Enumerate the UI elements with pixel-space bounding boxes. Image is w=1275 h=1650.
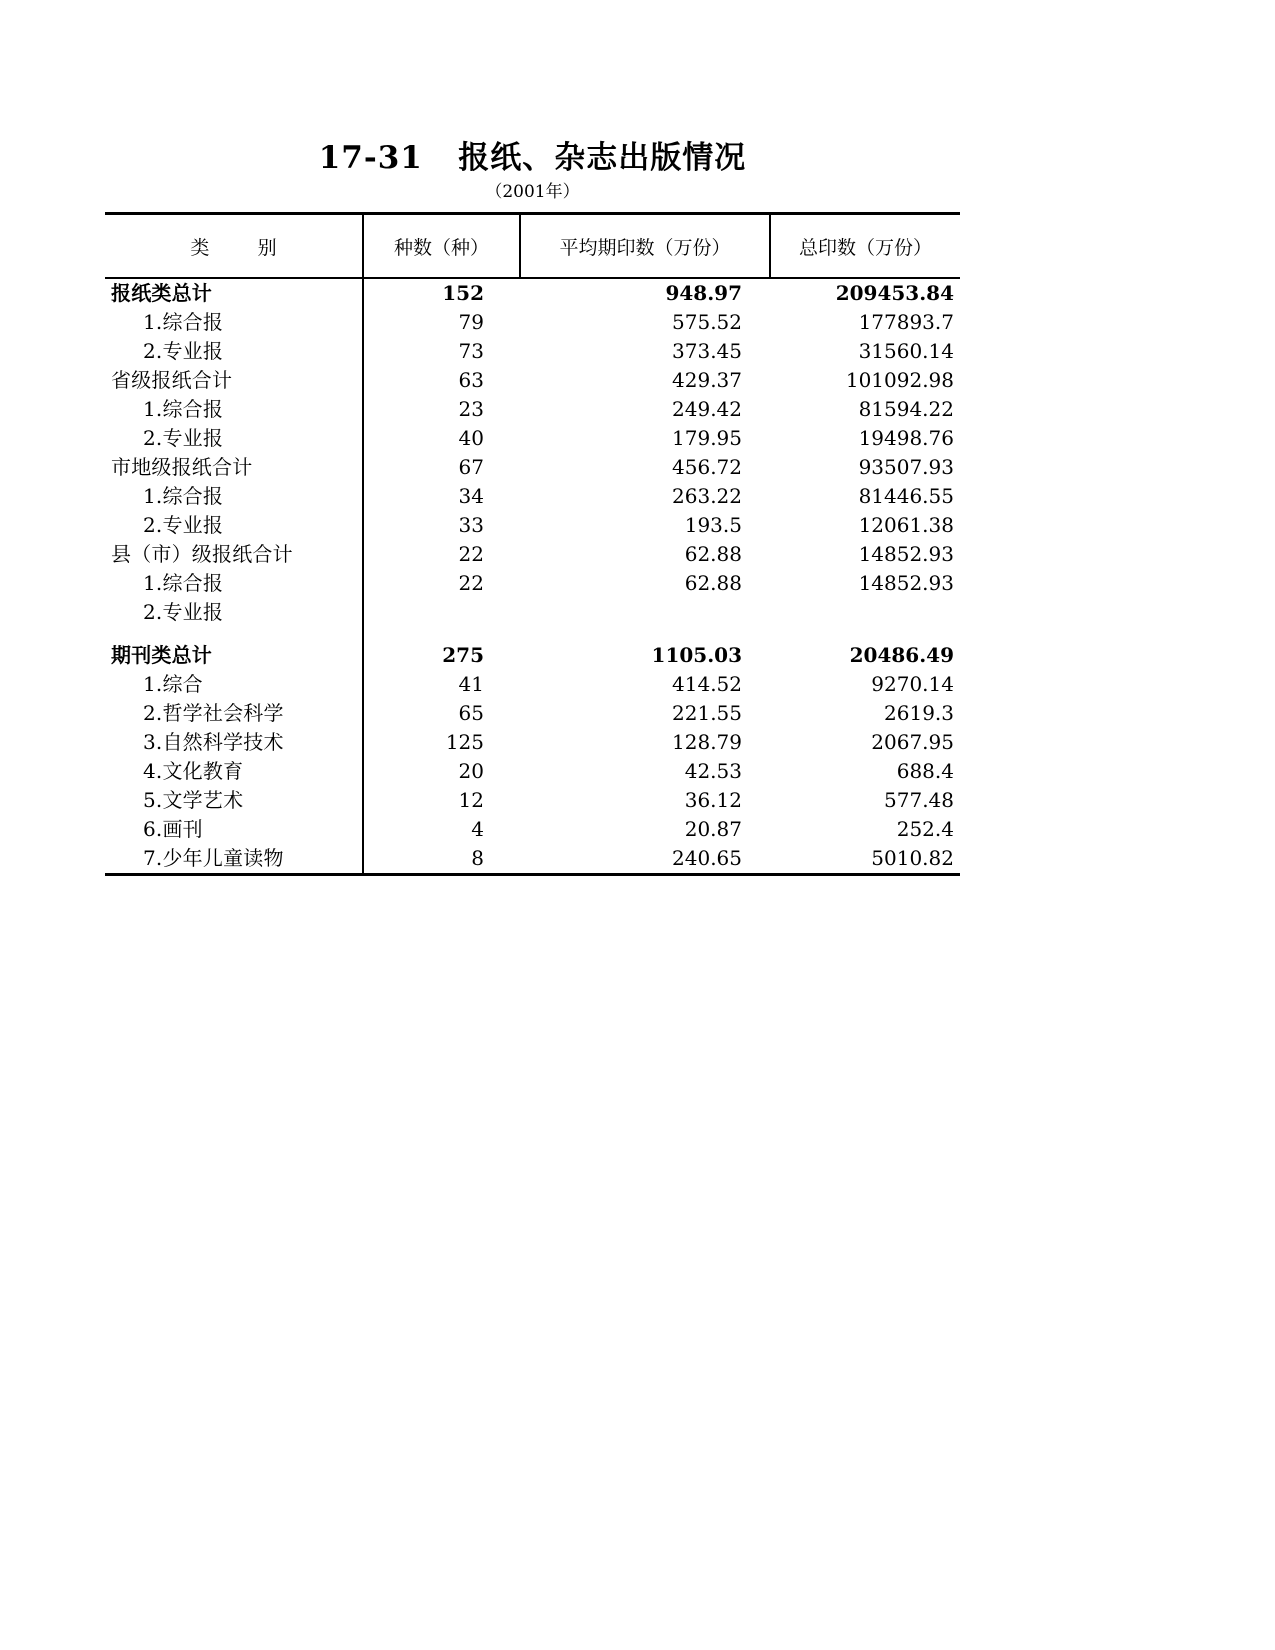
row-value-avg-print: 62.88 [684, 571, 742, 595]
table-row [105, 424, 960, 453]
row-value-total-print: 81446.55 [858, 484, 954, 508]
row-value-kinds: 8 [363, 844, 520, 873]
table-row [105, 395, 960, 424]
row-value-kinds: 22 [363, 540, 520, 569]
row-value-kinds [363, 598, 520, 627]
spacer-cell [770, 627, 960, 641]
table-row [105, 540, 960, 569]
column-header-category: 类 别 [105, 214, 363, 279]
row-category-label: 2.专业报 [143, 600, 224, 624]
row-value-total-print: 12061.38 [858, 513, 954, 537]
title-block [105, 138, 960, 204]
row-value-total-print: 209453.84 [835, 281, 954, 305]
row-value-kinds: 63 [363, 366, 520, 395]
row-category-label: 县（市）级报纸合计 [111, 542, 293, 566]
table-row-spacer [105, 627, 960, 641]
row-value-total-print: 14852.93 [858, 542, 954, 566]
row-value-total-print: 252.4 [896, 817, 954, 841]
table-row [105, 482, 960, 511]
row-category-label: 报纸类总计 [111, 281, 212, 305]
table-row [105, 569, 960, 598]
row-value-total-print: 20486.49 [849, 643, 954, 667]
row-value-total-print: 2619.3 [884, 701, 954, 725]
row-value-kinds: 67 [363, 453, 520, 482]
row-value-avg-print: 240.65 [672, 846, 742, 870]
row-category-label: 4.文化教育 [143, 759, 244, 783]
row-value-total-print: 93507.93 [858, 455, 954, 479]
table-bottom-rule [105, 873, 960, 876]
header-row [105, 214, 960, 279]
table-row [105, 641, 960, 670]
table-row [105, 598, 960, 627]
column-header-avg-print: 平均期印数（万份） [520, 214, 770, 279]
table-row [105, 308, 960, 337]
row-value-kinds: 12 [363, 786, 520, 815]
row-value-avg-print: 42.53 [684, 759, 742, 783]
row-value-kinds: 125 [363, 728, 520, 757]
column-header-total-print: 总印数（万份） [770, 214, 960, 279]
row-value-avg-print: 429.37 [672, 368, 742, 392]
row-value-total-print: 177893.7 [858, 310, 954, 334]
row-value-avg-print [520, 598, 770, 627]
row-value-kinds: 33 [363, 511, 520, 540]
row-value-total-print: 101092.98 [845, 368, 954, 392]
row-category-label: 市地级报纸合计 [111, 455, 253, 479]
row-value-avg-print: 62.88 [684, 542, 742, 566]
row-value-kinds: 41 [363, 670, 520, 699]
row-value-total-print: 31560.14 [858, 339, 954, 363]
table-row [105, 844, 960, 873]
row-value-total-print: 14852.93 [858, 571, 954, 595]
column-header-kinds: 种数（种） [363, 214, 520, 279]
table-row [105, 670, 960, 699]
table-title-text: 报纸、杂志出版情况 [458, 140, 747, 176]
row-value-avg-print: 456.72 [672, 455, 742, 479]
table-row [105, 511, 960, 540]
spacer-cell [520, 627, 770, 641]
table-row [105, 366, 960, 395]
row-category-label: 1.综合报 [143, 310, 224, 334]
row-category-label: 1.综合报 [143, 484, 224, 508]
row-value-kinds: 4 [363, 815, 520, 844]
row-value-avg-print: 414.52 [672, 672, 742, 696]
row-value-kinds: 40 [363, 424, 520, 453]
row-value-total-print: 688.4 [896, 759, 954, 783]
row-category-label: 期刊类总计 [111, 643, 212, 667]
row-category-label: 1.综合 [143, 672, 203, 696]
row-category-label: 2.专业报 [143, 426, 224, 450]
spacer-cell [363, 627, 520, 641]
row-category-label: 1.综合报 [143, 397, 224, 421]
table-header [105, 214, 960, 279]
table-row [105, 278, 960, 308]
row-value-kinds: 20 [363, 757, 520, 786]
row-category-label: 3.自然科学技术 [143, 730, 284, 754]
row-value-kinds: 79 [363, 308, 520, 337]
row-value-avg-print: 179.95 [672, 426, 742, 450]
row-value-avg-print: 20.87 [684, 817, 742, 841]
row-value-total-print: 5010.82 [871, 846, 954, 870]
row-category-label: 7.少年儿童读物 [143, 846, 284, 870]
spacer-cell [105, 627, 363, 641]
row-value-total-print: 81594.22 [858, 397, 954, 421]
table-number: 17-31 [318, 140, 423, 176]
row-value-kinds: 275 [363, 641, 520, 670]
row-value-kinds: 22 [363, 569, 520, 598]
table-row [105, 786, 960, 815]
row-value-kinds: 34 [363, 482, 520, 511]
row-value-kinds: 73 [363, 337, 520, 366]
row-value-avg-print: 575.52 [672, 310, 742, 334]
row-category-label: 6.画刊 [143, 817, 203, 841]
row-value-kinds: 152 [363, 278, 520, 308]
row-value-kinds: 23 [363, 395, 520, 424]
row-category-label: 2.专业报 [143, 339, 224, 363]
page-title [105, 138, 960, 178]
row-value-avg-print: 948.97 [665, 281, 742, 305]
row-value-avg-print: 249.42 [672, 397, 742, 421]
row-category-label: 2.专业报 [143, 513, 224, 537]
row-value-total-print [770, 598, 960, 627]
row-category-label: 5.文学艺术 [143, 788, 244, 812]
table-body [105, 278, 960, 873]
row-value-avg-print: 193.5 [684, 513, 742, 537]
row-value-avg-print: 221.55 [672, 701, 742, 725]
row-category-label: 省级报纸合计 [111, 368, 233, 392]
stat-table-container [105, 212, 960, 873]
row-value-avg-print: 263.22 [672, 484, 742, 508]
table-row [105, 453, 960, 482]
row-category-label: 1.综合报 [143, 571, 224, 595]
page-subtitle: （2001年） [485, 182, 580, 202]
row-value-total-print: 9270.14 [871, 672, 954, 696]
row-category-label: 2.哲学社会科学 [143, 701, 284, 725]
stat-table [105, 212, 960, 873]
row-value-avg-print: 128.79 [672, 730, 742, 754]
table-row [105, 757, 960, 786]
row-value-total-print: 2067.95 [871, 730, 954, 754]
row-value-kinds: 65 [363, 699, 520, 728]
table-row [105, 699, 960, 728]
table-row [105, 337, 960, 366]
row-value-total-print: 19498.76 [858, 426, 954, 450]
table-row [105, 815, 960, 844]
row-value-avg-print: 373.45 [672, 339, 742, 363]
row-value-avg-print: 1105.03 [651, 643, 742, 667]
row-value-total-print: 577.48 [884, 788, 954, 812]
row-value-avg-print: 36.12 [684, 788, 742, 812]
table-row [105, 728, 960, 757]
